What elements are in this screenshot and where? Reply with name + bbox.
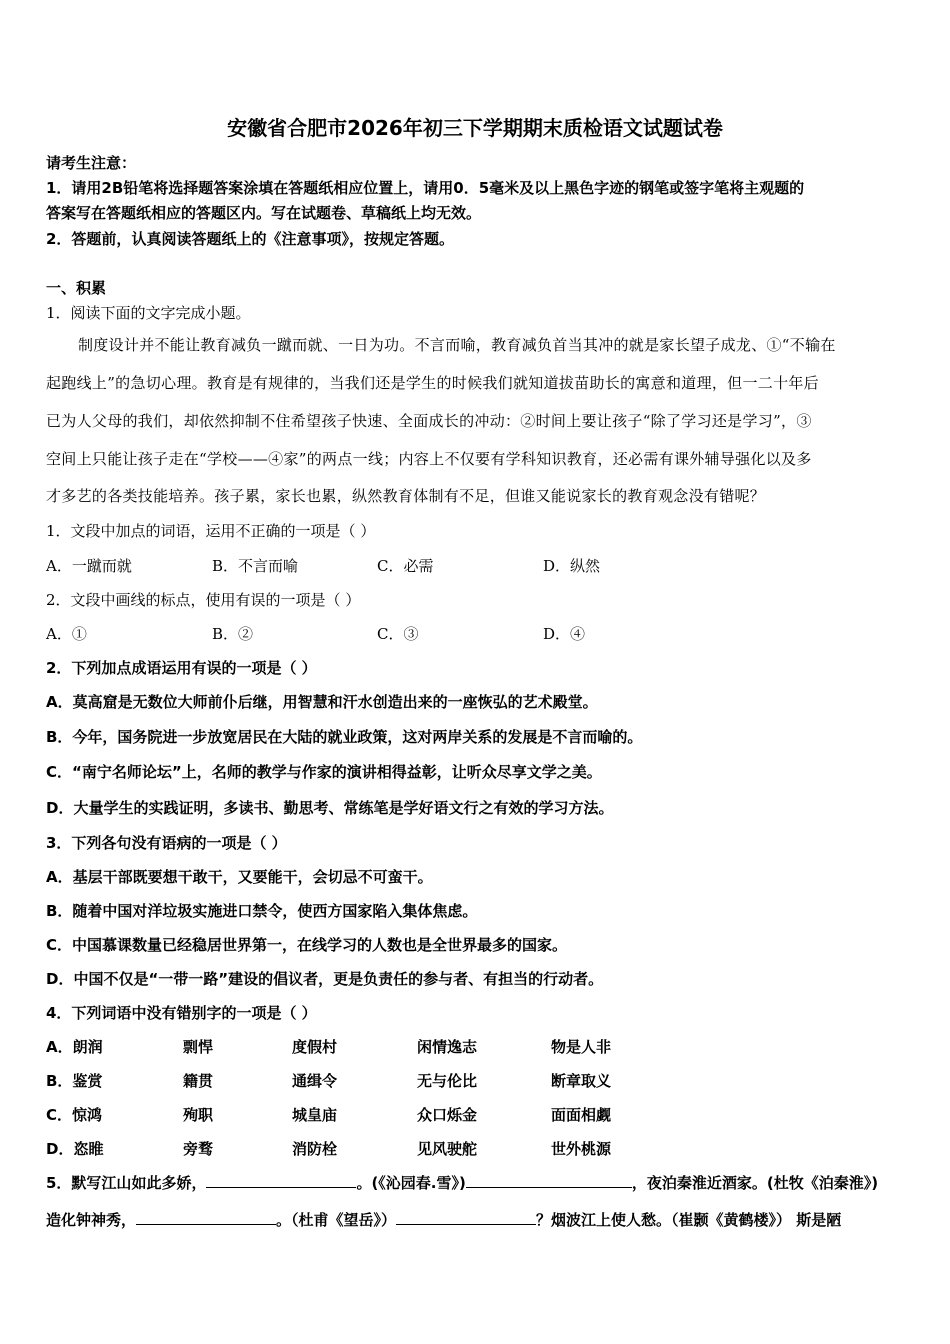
q2-option-d[interactable]: D．大量学生的实践证明，多读书、勤思考、常练笔是学好语文行之有效的学习方法。	[46, 799, 614, 817]
word-cell: 见风驶舵	[417, 1140, 478, 1158]
q2-option-a[interactable]: A．莫高窟是无数位大师前仆后继，用智慧和汗水创造出来的一座恢弘的艺术殿堂。	[46, 693, 598, 711]
notice-line-3: 2．答题前，认真阅读答题纸上的《注意事项》，按规定答题。	[46, 230, 454, 248]
option-b[interactable]: B．②	[212, 625, 254, 643]
word-cell: B．鉴赏	[46, 1072, 103, 1090]
word-cell: 旁骛	[183, 1140, 214, 1158]
q4-stem: 4．下列词语中没有错别字的一项是（ ）	[46, 1004, 317, 1022]
passage-line: 起跑线上”的急切心理。教育是有规律的，当我们还是学生的时候我们就知道拔苗助长的寓意和道理，但一二十年后	[46, 374, 819, 392]
q1-sub2-stem: 2．文段中画线的标点，使用有误的一项是（ ）	[46, 591, 361, 609]
word-cell: 度假村	[292, 1038, 338, 1056]
word-cell: 众口烁金	[417, 1106, 478, 1124]
word-cell: 面面相觑	[551, 1106, 612, 1124]
q2-option-b[interactable]: B．今年，国务院进一步放宽居民在大陆的就业政策，这对两岸关系的发展是不言而喻的。	[46, 728, 643, 746]
option-c[interactable]: C．必需	[377, 557, 434, 575]
word-cell: 物是人非	[551, 1038, 612, 1056]
q3-option-d[interactable]: D．中国不仅是“一带一路”建设的倡议者，更是负责任的参与者、有担当的行动者。	[46, 970, 604, 988]
q3-option-b[interactable]: B．随着中国对洋垃圾实施进口禁令，使西方国家陷入集体焦虑。	[46, 902, 478, 920]
q1-stem: 1．阅读下面的文字完成小题。	[46, 304, 251, 322]
q5-text: 。（杜甫《望岳》）	[276, 1211, 397, 1229]
page-title: 安徽省合肥市2026年初三下学期期末质检语文试题试卷	[227, 116, 723, 140]
word-cell: 消防栓	[292, 1140, 338, 1158]
q5-text: 。(《沁园春.雪》)	[356, 1174, 466, 1192]
notice-line-2: 答案写在答题纸相应的答题区内。写在试题卷、草稿纸上均无效。	[46, 204, 482, 222]
q2-option-c[interactable]: C．“南宁名师论坛”上，名师的教学与作家的演讲相得益彰，让听众尽享文学之美。	[46, 763, 602, 781]
q5-text: 5．默写江山如此多娇，	[46, 1174, 207, 1192]
fill-blank[interactable]	[206, 1173, 356, 1188]
q5-text: ，夜泊秦淮近酒家。(杜牧《泊秦淮》)	[631, 1174, 879, 1192]
passage-line: 已为人父母的我们，却依然抑制不住希望孩子快速、全面成长的冲动：②时间上要让孩子“除了学习还是学习”，③	[46, 412, 812, 430]
q5-text: ？烟波江上使人愁。（崔颢《黄鹤楼》） 斯是陋	[536, 1211, 842, 1229]
q1-sub1-stem: 1．文段中加点的词语，运用不正确的一项是（ ）	[46, 522, 376, 540]
option-a[interactable]: A．①	[46, 625, 87, 643]
word-cell: D．恣睢	[46, 1140, 104, 1158]
q5-line-2	[46, 1209, 841, 1230]
word-cell: 断章取义	[551, 1072, 612, 1090]
q2-stem: 2．下列加点成语运用有误的一项是（ ）	[46, 659, 317, 677]
word-cell: 城皇庙	[292, 1106, 338, 1124]
word-cell: C．惊鸿	[46, 1106, 103, 1124]
passage-line: 制度设计并不能让教育减负一蹴而就、一日为功。不言而喻，教育减负首当其冲的就是家长望子成龙、①“不输在	[78, 336, 836, 354]
option-c[interactable]: C．③	[377, 625, 419, 643]
word-cell: 殉职	[183, 1106, 214, 1124]
word-cell: 无与伦比	[417, 1072, 478, 1090]
passage-line: 才多艺的各类技能培养。孩子累，家长也累，纵然教育体制有不足，但谁又能说家长的教育观念没有错呢？	[46, 487, 766, 505]
option-b[interactable]: B．不言而喻	[212, 557, 299, 575]
section-heading: 一、积累	[46, 279, 107, 297]
word-cell: A．朗润	[46, 1038, 103, 1056]
word-cell: 闲情逸志	[417, 1038, 478, 1056]
word-cell: 剽悍	[183, 1038, 214, 1056]
word-cell: 世外桃源	[551, 1140, 612, 1158]
q3-option-c[interactable]: C．中国慕课数量已经稳居世界第一，在线学习的人数也是全世界最多的国家。	[46, 936, 568, 954]
q3-option-a[interactable]: A．基层干部既要想干敢干，又要能干，会切忌不可蛮干。	[46, 868, 433, 886]
fill-blank[interactable]	[136, 1210, 276, 1225]
q3-stem: 3．下列各句没有语病的一项是（ ）	[46, 834, 287, 852]
q5-text: 造化钟神秀，	[46, 1211, 137, 1229]
passage-line: 空间上只能让孩子走在“学校——④家”的两点一线；内容上不仅要有学科知识教育，还必需有课外辅导强化以及多	[46, 450, 812, 468]
fill-blank[interactable]	[466, 1173, 632, 1188]
option-d[interactable]: D．④	[543, 625, 586, 643]
option-a[interactable]: A．一蹴而就	[46, 557, 132, 575]
q5-line-1	[46, 1172, 878, 1193]
notice-line-1: 1．请用2B铅笔将选择题答案涂填在答题纸相应位置上，请用0．5毫米及以上黑色字迹的钢笔或签字笔将主观题的	[46, 179, 805, 197]
fill-blank[interactable]	[396, 1210, 536, 1225]
notice-heading: 请考生注意：	[46, 154, 137, 172]
option-d[interactable]: D．纵然	[543, 557, 601, 575]
word-cell: 籍贯	[183, 1072, 214, 1090]
word-cell: 通缉令	[292, 1072, 338, 1090]
